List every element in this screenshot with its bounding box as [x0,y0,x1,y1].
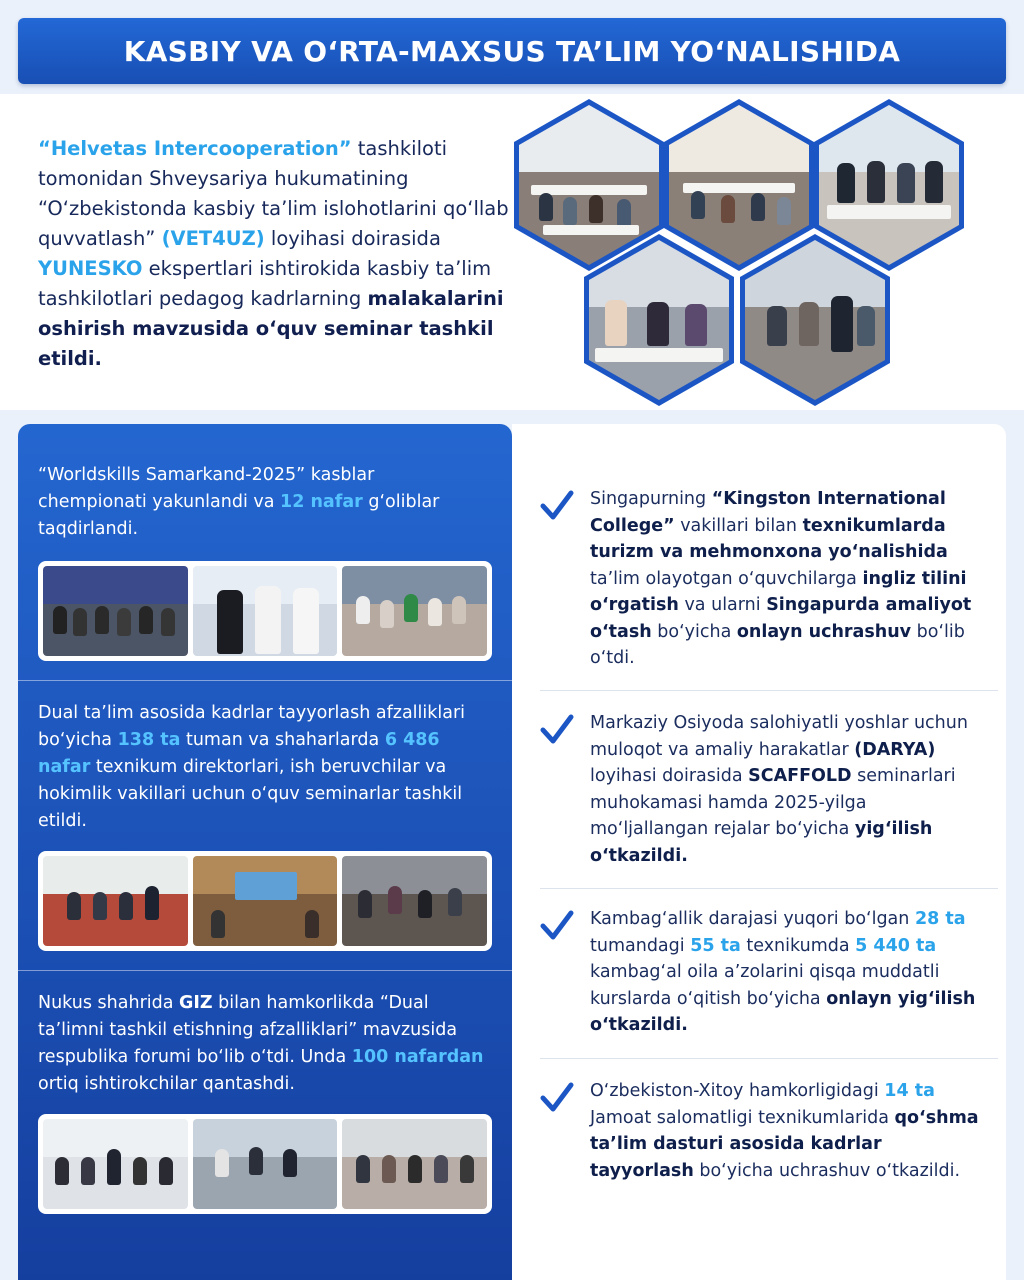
participants-photo [589,240,729,400]
audience-photo [342,856,487,946]
checkmark-icon [540,1080,574,1114]
divider [18,970,512,971]
seminar-hall-photo [519,105,659,265]
presidium-photo [43,856,188,946]
hall-screen-photo [193,856,338,946]
divider [540,888,998,889]
checkmark-icon [540,908,574,942]
checkmark-icon [540,712,574,746]
org-name: “Helvetas Intercooperation” [38,137,352,160]
photo-strip-worldskills [38,561,492,661]
hex-photo-5 [740,234,890,406]
news-nukus-forum: Nukus shahrida GIZ bilan hamkorlikda “Dual ta’limni tashkil etishning afzalliklari” mavzusida respublika forumi bo‘lib o‘tdi. Unda 100 nafardan ortiq ishtirokchilar qantashdi. [38,993,484,1094]
project-code: (VET4UZ) [161,227,265,250]
intro-section [0,94,1024,410]
exhibition-photo [193,1119,338,1209]
page-header [18,18,1006,84]
unesco-label: YUNESKO [38,257,143,280]
divider [540,1058,998,1059]
winners-group-photo [43,566,188,656]
forum-panel-photo [43,1119,188,1209]
right-news-panel: Singapurning “Kingston International College” vakillari bilan texnikumlarda turizm va mehmonxona yo‘nalishida ta’lim olayotgan o‘quvchilarga ingliz tilini o‘rgatish va ularni Singapurda amaliyot o‘tash bo‘yicha onlayn uchrashuv bo‘lib o‘tdi. Markaziy Osiyoda salohiyatli yoshlar uchun muloqot va amaliy harakatlar (DARYA) loyihasi doirasida SCAFFOLD seminarlari muhokamasi hamda 2025-yilga mo‘ljallangan rejalar bo‘yicha yig‘ilish o‘tkazildi. Kambag‘allik darajasi yuqori bo‘lgan 28 ta tumandagi 55 ta texnikumda 5 440 ta kambag‘al oila a’zolarini qisqa muddatli kurslarda o‘qitish bo‘yicha onlayn yig‘ilish o‘tkazildi. O‘zbekiston-Xitoy hamkorligidagi 14 ta Jamoat salomatligi texnikumlarida qo‘shma ta’lim dasturi asosida kadrlar tayyorlash bo‘yicha uchrashuv o‘tkazildi. [512,424,1006,1280]
page-title: KASBIY VA O‘RTA-MAXSUS TA’LIM YO‘NALISHIDA [123,34,901,68]
photo-strip-dual [38,851,492,951]
crowd-photo [342,566,487,656]
photo-strip-nukus [38,1114,492,1214]
hex-photo-3 [814,99,964,271]
award-photo [193,566,338,656]
divider [18,680,512,681]
forum-audience-photo [342,1119,487,1209]
panel-photo [819,105,959,265]
checkmark-icon [540,488,574,522]
seminar-hall-photo [669,105,809,265]
divider [540,690,998,691]
news-worldskills: “Worldskills Samarkand-2025” kasblar chempionati yakunlandi va 12 nafar g‘oliblar taqdirlandi. [38,465,440,539]
hex-photo-2 [664,99,814,271]
intro-text: “Helvetas Intercooperation” tashkiloti tomonidan Shveysariya hukumatining “O‘zbekistonda kasbiy ta’lim islohotlarini qo‘llab quvvatlash” (VET4UZ) loyihasi doirasida YUNESKO ekspertlari ishtirokida kasbiy ta’lim tashkilotlari pedagog kadrlarning malakalarini oshirish mavzusida o‘quv seminar tashkil etildi. [38,137,509,370]
left-news-panel [18,424,512,1280]
news-dual-education: Dual ta’lim asosida kadrlar tayyorlash afzalliklari bo‘yicha 138 ta tuman va shaharlarda 6 486 nafar texnikum direktorlari, ish beruvchilar va hokimlik vakillari uchun o‘quv seminarlar tashkil etildi. [38,703,466,831]
discussion-photo [745,240,885,400]
